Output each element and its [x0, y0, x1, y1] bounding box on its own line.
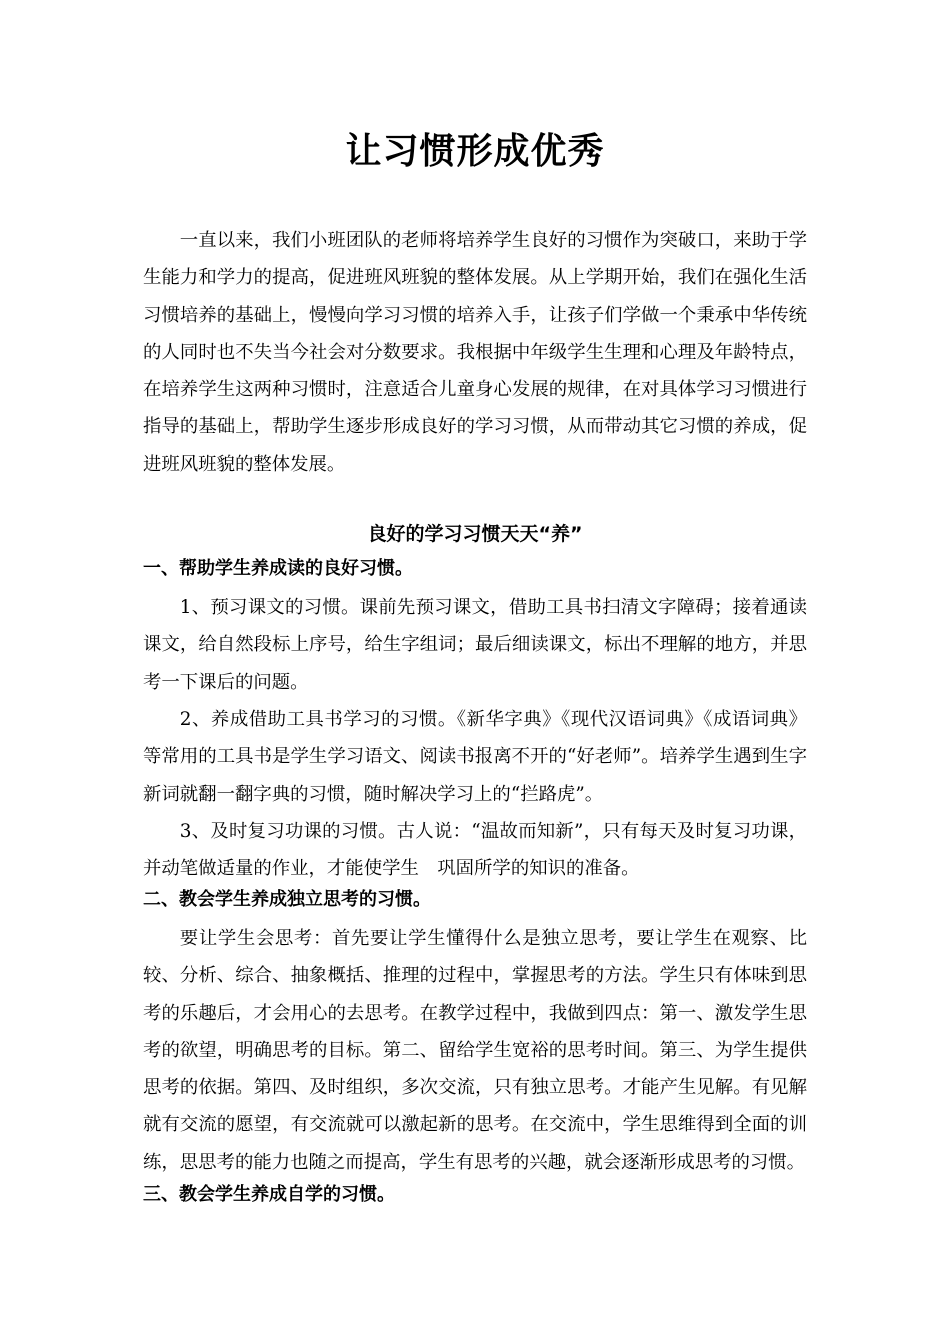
- document-title: 让习惯形成优秀: [345, 131, 605, 172]
- section3-heading: 三、教会学生养成自学的习惯。: [143, 1184, 395, 1205]
- section1-paragraph-1: 1、预习课文的习惯。课前先预习课文，借助工具书扫清文字障碍；接着通读课文，给自然段标上序号，给生字组词；最后细读课文，标出不理解的地方，并思考一下课后的问题。: [143, 597, 807, 693]
- intro-paragraph: 一直以来，我们小班团队的老师将培养学生良好的习惯作为突破口，来助于学生能力和学力的提高，促进班风班貌的整体发展。从上学期开始，我们在强化生活习惯培养的基础上，慢慢向学习习惯的培养入手，让孩子们学做一个秉承中华传统的人同时也不失当今社会对分数要求。我根据中年级学生生理和心理及年龄特点，在培养学生这两种习惯时，注意适合儿童身心发展的规律，在对具体学习习惯进行指导的基础上，帮助学生逐步形成良好的学习习惯，从而带动其它习惯的养成，促进班风班貌的整体发展。: [143, 230, 807, 475]
- section2-paragraph-1: 要让学生会思考：首先要让学生懂得什么是独立思考，要让学生在观察、比较、分析、综合、抽象概括、推理的过程中，掌握思考的方法。学生只有体味到思考的乐趣后，才会用心的去思考。在教学过程中，我做到四点：第一、激发学生思考的欲望，明确思考的目标。第二、留给学生宽裕的思考时间。第三、为学生提供思考的依据。第四、及时组织，多次交流，只有独立思考。才能产生见解。有见解就有交流的愿望，有交流就可以激起新的思考。在交流中，学生思维得到全面的训练，思思考的能力也随之而提高，学生有思考的兴趣，就会逐渐形成思考的习惯。: [143, 928, 807, 1173]
- section-title: 良好的学习习惯天天“养”: [367, 523, 583, 545]
- section1-paragraph-3: 3、及时复习功课的习惯。古人说：“温故而知新”，只有每天及时复习功课，并动笔做适量的作业，才能使学生 巩固所学的知识的准备。: [143, 821, 807, 880]
- section1-paragraph-2: 2、养成借助工具书学习的习惯。《新华字典》《现代汉语词典》《成语词典》等常用的工具书是学生学习语文、阅读书报离不开的“好老师”。培养学生遇到生字新词就翻一翻字典的习惯，随时解决学习上的“拦路虎”。: [143, 709, 807, 805]
- section2-heading: 二、教会学生养成独立思考的习惯。: [143, 889, 431, 910]
- section1-heading: 一、帮助学生养成读的良好习惯。: [143, 558, 413, 579]
